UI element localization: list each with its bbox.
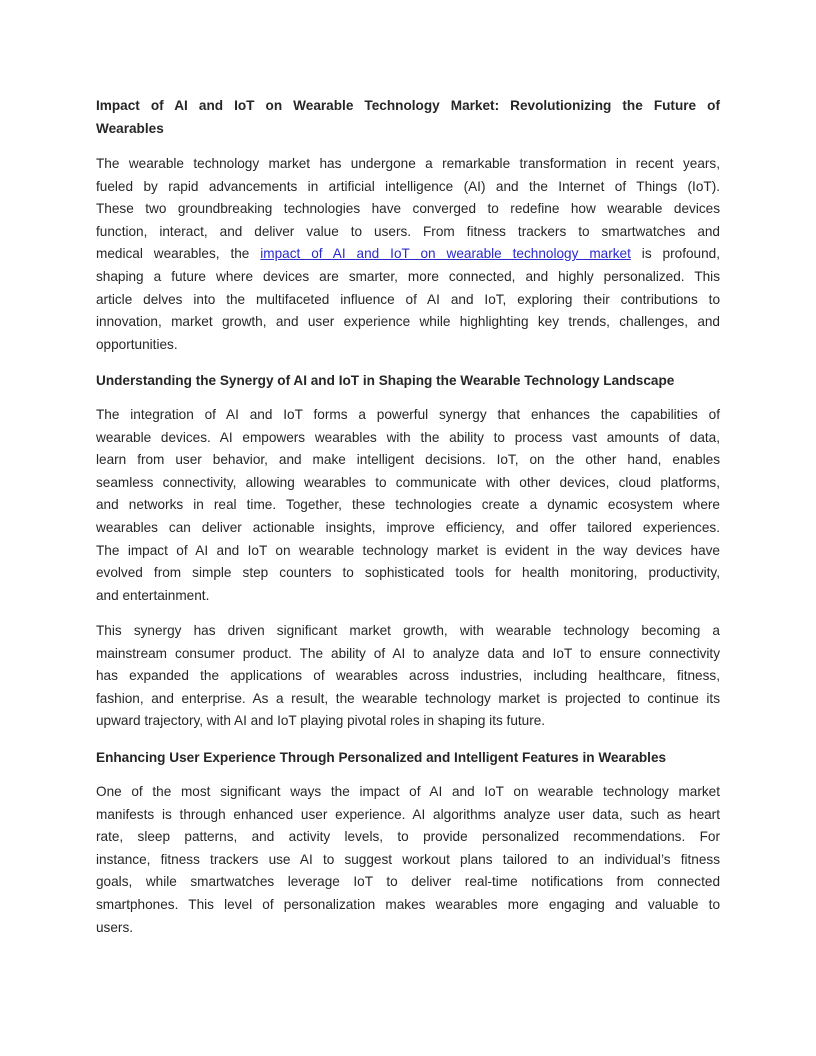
paragraph-intro xyxy=(96,153,720,356)
text-line: smartphones. This level of personalization makes wearables more engaging and valuable to xyxy=(96,896,720,912)
title-line: Impact of AI and IoT on Wearable Technology Market: Revolutionizing the Future of xyxy=(96,98,720,113)
text-line: fashion, and enterprise. As a result, the wearable technology market is projected to continue its xyxy=(96,690,720,706)
article-link[interactable]: impact of AI and IoT on wearable technology market xyxy=(260,246,631,262)
text-line: These two groundbreaking technologies have converged to redefine how wearable devices xyxy=(96,201,720,217)
link-prefix: medical wearables, the xyxy=(96,246,261,262)
text-line: The wearable technology market has undergone a remarkable transformation in recent years, xyxy=(96,156,720,171)
text-line: and entertainment. xyxy=(96,587,210,603)
document-title xyxy=(96,94,720,140)
text-line: The integration of AI and IoT forms a powerful synergy that enhances the capabilities of xyxy=(96,407,720,422)
text-line: has expanded the applications of wearables across industries, including healthcare, fitness, xyxy=(96,668,720,684)
text-line: article delves into the multifaceted influence of AI and IoT, exploring their contributions to xyxy=(96,291,720,307)
paragraph-growth xyxy=(96,620,720,733)
text-line: seamless connectivity, allowing wearables to communicate with other devices, cloud platforms, xyxy=(96,474,720,490)
title-line: Wearables xyxy=(96,121,164,136)
text-line: instance, fitness trackers use AI to suggest workout plans tailored to an individual’s fitness xyxy=(96,851,720,867)
text-line: shaping a future where devices are smarter, more connected, and highly personalized. This xyxy=(96,268,720,284)
paragraph-synergy xyxy=(96,404,720,607)
heading-line: Enhancing User Experience Through Personalized and Intelligent Features in Wearables xyxy=(96,750,667,765)
text-line: The impact of AI and IoT on wearable technology market is evident in the way devices have xyxy=(96,542,720,558)
text-line-with-link xyxy=(96,243,720,266)
text-line: goals, while smartwatches leverage IoT to deliver real-time notifications from connected xyxy=(96,874,720,890)
text-line: manifests is through enhanced user experience. AI algorithms analyze user data, such as heart xyxy=(96,806,720,822)
text-line: This synergy has driven significant market growth, with wearable technology becoming a xyxy=(96,623,720,638)
text-line: rate, sleep patterns, and activity levels, to provide personalized recommendations. For xyxy=(96,829,720,845)
section-heading-synergy xyxy=(96,369,720,392)
text-line: function, interact, and deliver value to users. From fitness trackers to smartwatches and xyxy=(96,223,720,239)
section-heading-user-experience xyxy=(96,746,720,769)
text-line: innovation, market growth, and user experience while highlighting key trends, challenges, and xyxy=(96,314,720,330)
text-line: wearables can deliver actionable insights, improve efficiency, and offer tailored experiences. xyxy=(96,519,720,535)
paragraph-user-experience xyxy=(96,781,720,939)
link-suffix: is profound, xyxy=(630,246,720,262)
heading-line: Understanding the Synergy of AI and IoT in Shaping the Wearable Technology Landscape xyxy=(96,373,675,388)
text-line: upward trajectory, with AI and IoT playing pivotal roles in shaping its future. xyxy=(96,713,546,729)
text-line: wearable devices. AI empowers wearables with the ability to process vast amounts of data, xyxy=(96,429,720,445)
text-line: opportunities. xyxy=(96,336,178,352)
text-line: users. xyxy=(96,919,134,935)
text-line: fueled by rapid advancements in artificial intelligence (AI) and the Internet of Things (IoT). xyxy=(96,178,720,194)
text-line: One of the most significant ways the impact of AI and IoT on wearable technology market xyxy=(96,784,720,799)
text-line: mainstream consumer product. The ability of AI to analyze data and IoT to ensure connectivity xyxy=(96,645,720,661)
text-line: learn from user behavior, and make intelligent decisions. IoT, on the other hand, enables xyxy=(96,452,720,468)
text-line: evolved from simple step counters to sophisticated tools for health monitoring, productivity, xyxy=(96,565,720,581)
text-line: and networks in real time. Together, these technologies create a dynamic ecosystem where xyxy=(96,497,720,513)
